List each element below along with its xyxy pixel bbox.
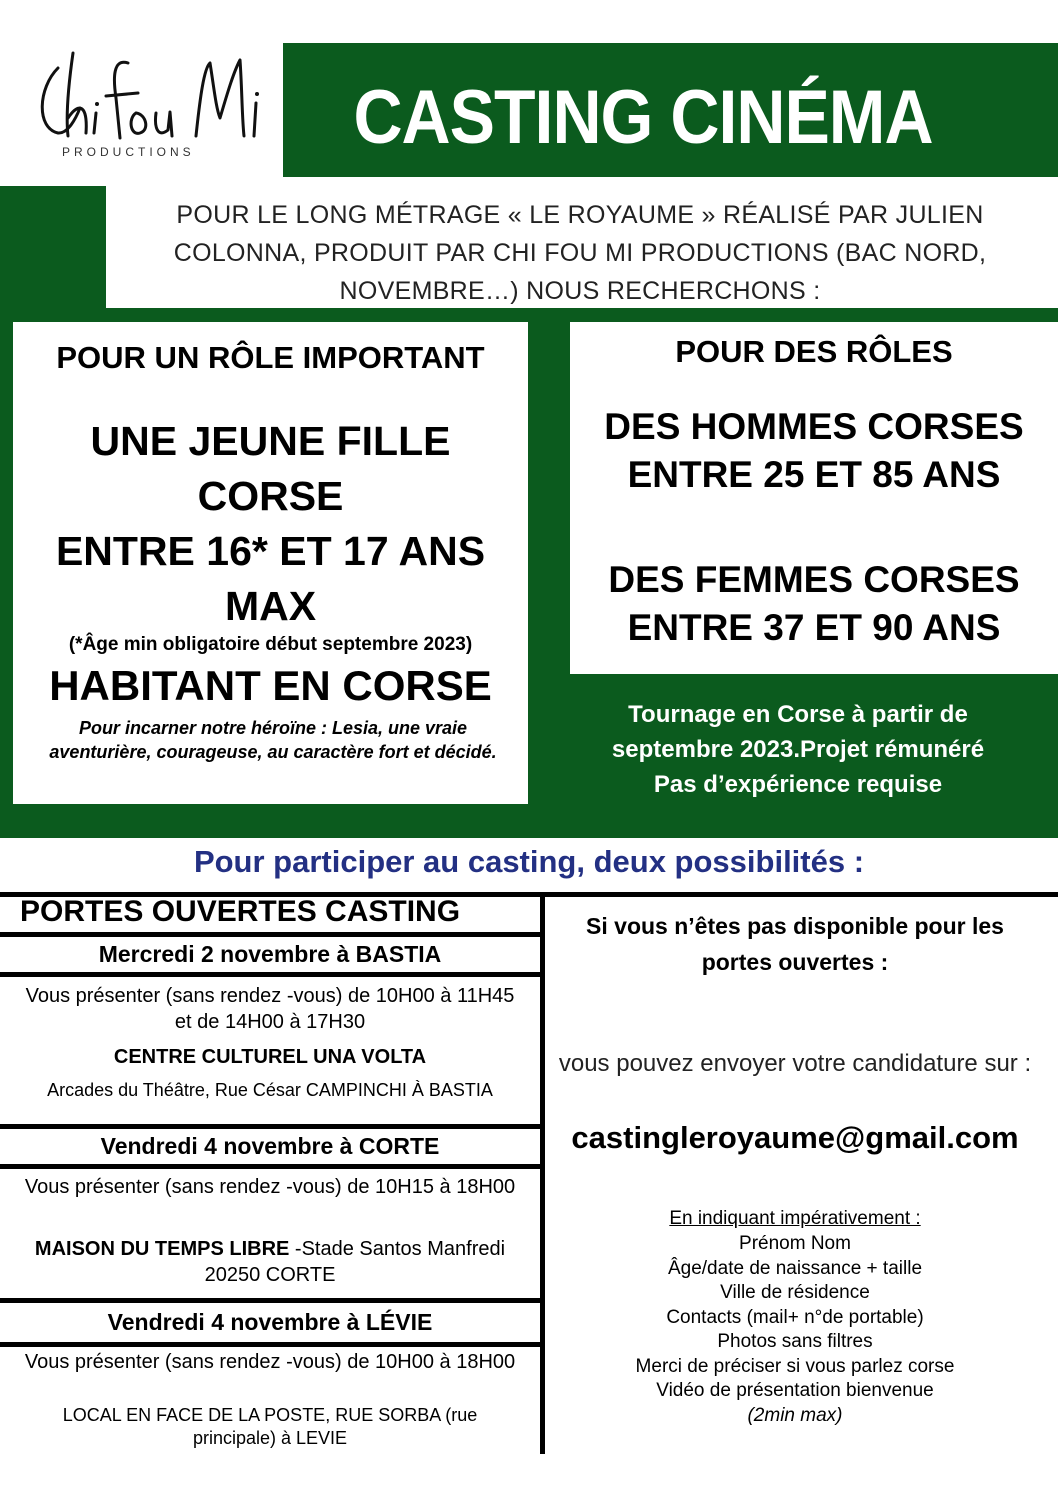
participate-heading: Pour participer au casting, deux possibilités : (193, 844, 865, 879)
logo-subtitle: PRODUCTIONS (62, 145, 195, 159)
session-venue: MAISON DU TEMPS LIBRE (34, 1238, 290, 1260)
session-schedule: Vous présenter (sans rendez -vous) de 10H00 à 18H00 (24, 1351, 516, 1373)
lead-role-line2: CORSE (197, 473, 344, 519)
supporting-roles-heading: POUR DES RÔLES (675, 334, 953, 369)
remote-question: Si vous n’êtes pas disponible pour les portes ouvertes : (586, 913, 1004, 975)
session-date: Vendredi 4 novembre à LÉVIE (107, 1309, 433, 1335)
session-venue-address (30, 1236, 510, 1288)
lead-role-heading: POUR UN RÔLE IMPORTANT (56, 340, 485, 375)
women-roles-line2: ENTRE 37 ET 90 ANS (627, 607, 1001, 648)
women-roles-line1: DES FEMMES CORSES (608, 559, 1020, 600)
remote-send-text: vous pouvez envoyer votre candidature sur : (558, 1050, 1032, 1077)
session-address: LOCAL EN FACE DE LA POSTE, RUE SORBA (rue principale) à LEVIE (62, 1405, 478, 1448)
men-roles (570, 403, 1058, 499)
session-address: -Stade Santos Manfredi 20250 CORTE (204, 1238, 506, 1286)
session-address: Arcades du Théâtre, Rue César CAMPINCHI À BASTIA (47, 1080, 493, 1100)
session-date: Mercredi 2 novembre à BASTIA (98, 941, 442, 967)
shoot-info (548, 697, 1048, 802)
requirement-note: (2min max) (747, 1404, 843, 1426)
green-left-strip (0, 186, 106, 316)
session-venue: CENTRE CULTUREL UNA VOLTA (113, 1046, 427, 1068)
session-schedule: Vous présenter (sans rendez -vous) de 10H15 à 18H00 (24, 1176, 516, 1198)
requirement-item: Merci de préciser si vous parlez corse (635, 1355, 955, 1377)
requirement-item: Vidéo de présentation bienvenue (656, 1380, 934, 1401)
heroine-description: Pour incarner notre héroïne : Lesia, une vraie aventurière, courageuse, au caractère fort et décidé. (49, 718, 497, 762)
lead-role-line3: ENTRE 16* ET 17 ANS (55, 528, 486, 574)
men-roles-line2: ENTRE 25 ET 85 ANS (627, 454, 1001, 495)
lead-role-line4: MAX (224, 583, 317, 629)
session-schedule: Vous présenter (sans rendez -vous) de 10H00 à 11H45 et de 14H00 à 17H30 (25, 985, 515, 1033)
shoot-info-line2: septembre 2023.Projet rémunéré (611, 736, 985, 763)
requirements-list (555, 1232, 1035, 1428)
row-divider (0, 1342, 545, 1347)
age-note: (*Âge min obligatoire début septembre 2023) (68, 634, 473, 655)
casting-email-link[interactable]: castingleroyaume@gmail.com (571, 1120, 1019, 1155)
open-days-title: PORTES OUVERTES CASTING (20, 895, 461, 928)
session-date: Vendredi 4 novembre à CORTE (100, 1133, 440, 1159)
lead-role-line1: UNE JEUNE FILLE (90, 418, 451, 464)
intro-text: POUR LE LONG MÉTRAGE « LE ROYAUME » RÉALISÉ PAR JULIEN COLONNA, PRODUIT PAR CHI FOU MI PRODUCTIONS (BAC NORD, NOVEMBRE…) NOUS RECHERCHONS : (173, 201, 987, 305)
women-roles (570, 556, 1058, 652)
requirements-title: En indiquant impérativement : (669, 1208, 921, 1229)
requirement-item: Photos sans filtres (717, 1331, 873, 1352)
men-roles-line1: DES HOMMES CORSES (604, 406, 1024, 447)
requirement-item: Ville de résidence (720, 1282, 870, 1303)
requirement-item: Contacts (mail+ n°de portable) (666, 1306, 924, 1328)
shoot-info-line3: Pas d’expérience requise (653, 771, 943, 798)
row-divider (0, 1298, 545, 1303)
habitant-text: HABITANT EN CORSE (49, 662, 492, 709)
row-divider (0, 972, 545, 977)
lead-role-description (13, 414, 528, 634)
chi-fou-mi-logo-icon (28, 48, 268, 148)
requirement-item: Âge/date de naissance + taille (667, 1257, 923, 1279)
shoot-info-line1: Tournage en Corse à partir de (628, 701, 968, 728)
page-title: CASTING CINÉMA (353, 74, 933, 160)
row-divider (0, 1164, 545, 1169)
row-divider (0, 932, 545, 937)
row-divider (0, 1124, 545, 1129)
requirement-item: Prénom Nom (739, 1233, 851, 1254)
